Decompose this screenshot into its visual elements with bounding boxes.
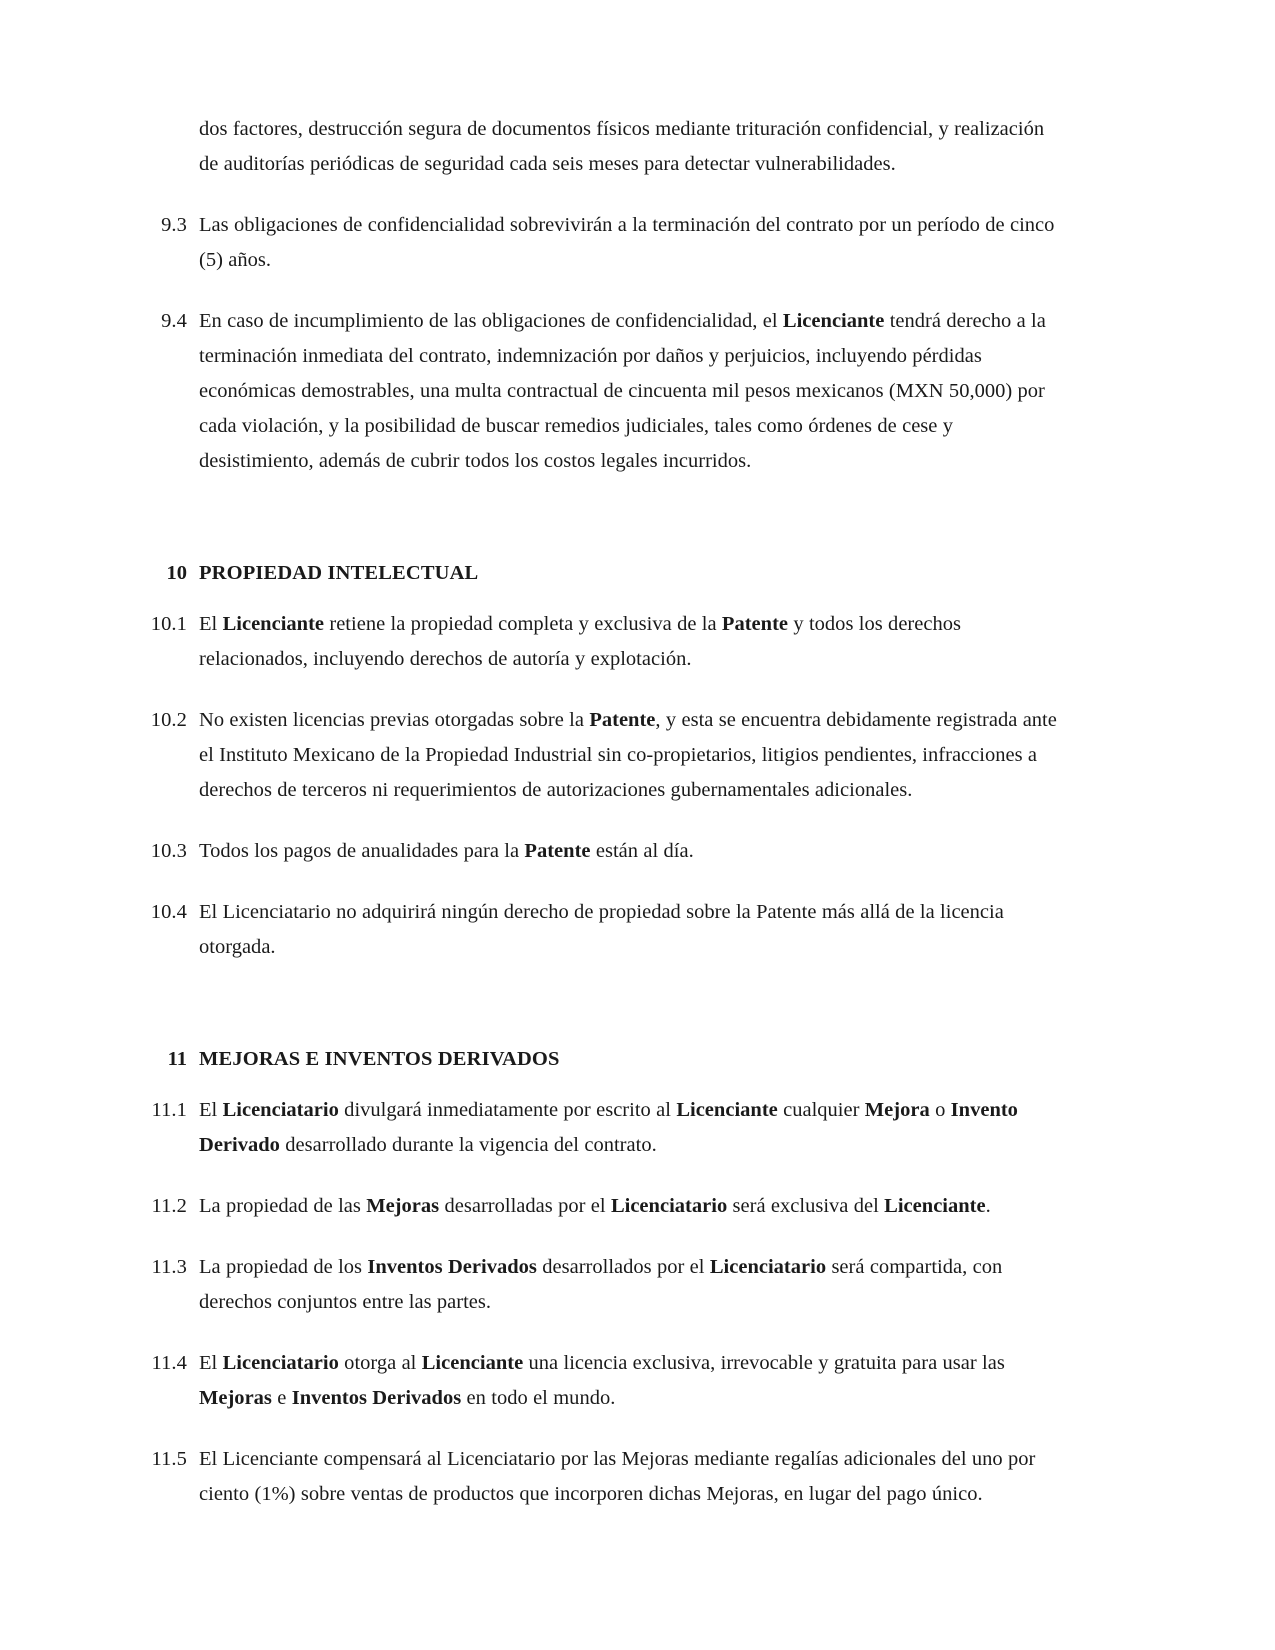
clause-9-3-run-0: Las obligaciones de confidencialidad sobrevivirán a la terminación del contrato por un período de cinco (5) años. (199, 214, 1055, 271)
clause-11-1-text (187, 1093, 1060, 1163)
clause-11-1-run-7-emphasis: Invento Derivado (199, 1099, 1018, 1156)
clause-11-3-run-1-emphasis: Inventos Derivados (367, 1256, 537, 1278)
section-heading-11-number: 11 (167, 1048, 187, 1070)
clause-11-4-run-8: en todo el mundo. (461, 1387, 616, 1409)
clause-10-4-text (187, 895, 1060, 965)
clause-11-1-run-5-emphasis: Mejora (864, 1099, 930, 1121)
clause-10-1-text (187, 607, 1060, 677)
clause-11-3-run-2: desarrollados por el (536, 1256, 710, 1278)
clause-11-5-number: 11.5 (151, 1448, 187, 1470)
clause-11-2-text (187, 1189, 1060, 1224)
clause-11-4-run-0: El (199, 1352, 223, 1374)
clause-11-4-run-3-emphasis: Licenciante (421, 1352, 524, 1374)
clause-9-4-number: 9.4 (161, 310, 187, 332)
section-heading-10 (135, 557, 1060, 589)
clause-11-2 (135, 1189, 1060, 1224)
clause-9-4 (135, 304, 1060, 479)
clause-10-3-run-2: están al día. (590, 840, 694, 862)
clause-11-5-run-0: El Licenciante compensará al Licenciatario por las Mejoras mediante regalías adicionales del uno por ciento (1%) sobre ventas de productos que incorporen dichas Mejoras, en lugar del pago único. (199, 1448, 1036, 1505)
clause-10-1-run-3-emphasis: Patente (721, 613, 789, 635)
clause-10-1-run-1-emphasis: Licenciante (222, 613, 325, 635)
clause-10-2-run-2: , y esta se encuentra debidamente registrada ante el Instituto Mexicano de la Propiedad Industrial sin co-propietarios, litigios pendientes, infracciones a derechos de terceros ni requerimientos de autorizaciones gubernamentales adicionales. (199, 709, 1057, 801)
clause-9-3-number: 9.3 (161, 214, 187, 236)
clause-10-3-text (187, 834, 1060, 869)
section-heading-10-number: 10 (166, 562, 187, 584)
clause-10-1 (135, 607, 1060, 677)
clause-11-4-run-1-emphasis: Licenciatario (222, 1352, 339, 1374)
clause-11-5-text (187, 1442, 1060, 1512)
clause-11-2-run-1-emphasis: Mejoras (366, 1195, 440, 1217)
clause-10-4 (135, 895, 1060, 965)
spacer-before-section-10 (135, 505, 1060, 557)
clause-10-1-run-4: y todos los derechos relacionados, incluyendo derechos de autoría y explotación. (199, 613, 961, 670)
clause-11-4-run-6: e (271, 1387, 292, 1409)
clause-10-2-run-1-emphasis: Patente (589, 709, 656, 731)
clause-11-2-run-6: . (985, 1195, 991, 1217)
document-body (135, 112, 1060, 1512)
clause-9-2-continuation (135, 112, 1060, 182)
clause-9-3-text (187, 208, 1060, 278)
clause-9-4-run-1-emphasis: Licenciante (782, 310, 885, 332)
clause-11-4-run-4: una licencia exclusiva, irrevocable y gratuita para usar las (523, 1352, 1005, 1374)
clause-11-2-run-5-emphasis: Licenciante (884, 1195, 986, 1217)
clause-10-1-run-0: El (199, 613, 223, 635)
clause-11-2-run-3-emphasis: Licenciatario (610, 1195, 728, 1217)
clause-10-1-run-2: retiene la propiedad completa y exclusiva de la (324, 613, 722, 635)
clause-10-3-number: 10.3 (150, 840, 187, 862)
clause-11-1-run-2: divulgará inmediatamente por escrito al (338, 1099, 677, 1121)
clause-11-4-run-7-emphasis: Inventos Derivados (291, 1387, 462, 1409)
clause-11-1-number: 11.1 (151, 1099, 187, 1121)
clause-11-1-run-3-emphasis: Licenciante (676, 1099, 778, 1121)
clause-11-1-run-6: o (929, 1099, 951, 1121)
clause-9-4-run-0: En caso de incumplimiento de las obligaciones de confidencialidad, el (199, 310, 783, 332)
section-heading-11 (135, 1043, 1060, 1075)
clause-11-1 (135, 1093, 1060, 1163)
clause-11-1-run-4: cualquier (777, 1099, 865, 1121)
clause-11-5 (135, 1442, 1060, 1512)
clause-10-2-text (187, 703, 1060, 808)
clause-11-2-run-4: será exclusiva del (727, 1195, 885, 1217)
clause-10-4-number: 10.4 (150, 901, 187, 923)
spacer-after-section-10 (135, 589, 1060, 607)
clause-9-4-run-2: tendrá derecho a la terminación inmediata del contrato, indemnización por daños y perjuicios, incluyendo pérdidas económicas demostrables, una multa contractual de cincuenta mil pesos mexicanos (MXN 50,000) por cada violación, y la posibilidad de buscar remedios judiciales, tales como órdenes de cese y desistimiento, además de cubrir todos los costos legales incurridos. (199, 310, 1046, 472)
clause-11-3-number: 11.3 (151, 1256, 187, 1278)
clause-11-3-run-4: será compartida, con derechos conjuntos entre las partes. (199, 1256, 1003, 1313)
clause-11-4 (135, 1346, 1060, 1416)
clause-11-1-run-8: desarrollado durante la vigencia del contrato. (279, 1134, 657, 1156)
clause-11-4-run-2: otorga al (338, 1352, 422, 1374)
clause-11-3-run-3-emphasis: Licenciatario (709, 1256, 827, 1278)
clause-10-4-run-0: El Licenciatario no adquirirá ningún derecho de propiedad sobre la Patente más allá de la licencia otorgada. (199, 901, 1004, 958)
clause-9-4-text (187, 304, 1060, 479)
clause-11-4-run-5-emphasis: Mejoras (199, 1387, 272, 1409)
clause-11-2-run-2: desarrolladas por el (439, 1195, 611, 1217)
clause-11-1-run-0: El (199, 1099, 223, 1121)
clause-9-2-continuation-text (187, 112, 1060, 182)
clause-10-3 (135, 834, 1060, 869)
clause-11-3 (135, 1250, 1060, 1320)
clause-9-2-continuation-run-0: dos factores, destrucción segura de documentos físicos mediante trituración confidencial, y realización de auditorías periódicas de seguridad cada seis meses para detectar vulnerabilidades. (199, 118, 1045, 175)
clause-11-4-number: 11.4 (151, 1352, 187, 1374)
clause-10-2 (135, 703, 1060, 808)
clause-11-3-run-0: La propiedad de los (199, 1256, 368, 1278)
clause-11-3-text (187, 1250, 1060, 1320)
section-heading-10-title: PROPIEDAD INTELECTUAL (199, 562, 479, 584)
clause-11-4-text (187, 1346, 1060, 1416)
clause-10-2-run-0: No existen licencias previas otorgadas sobre la (199, 709, 590, 731)
spacer-before-section-11 (135, 991, 1060, 1043)
clause-10-2-number: 10.2 (150, 709, 187, 731)
spacer-after-section-11 (135, 1075, 1060, 1093)
clause-9-3 (135, 208, 1060, 278)
clause-11-1-run-1-emphasis: Licenciatario (222, 1099, 339, 1121)
section-heading-11-title: MEJORAS E INVENTOS DERIVADOS (199, 1048, 560, 1070)
clause-10-3-run-0: Todos los pagos de anualidades para la (199, 840, 525, 862)
clause-11-2-run-0: La propiedad de las (199, 1195, 367, 1217)
clause-10-3-run-1-emphasis: Patente (524, 840, 591, 862)
clause-10-1-number: 10.1 (150, 613, 187, 635)
clause-11-2-number: 11.2 (151, 1195, 187, 1217)
